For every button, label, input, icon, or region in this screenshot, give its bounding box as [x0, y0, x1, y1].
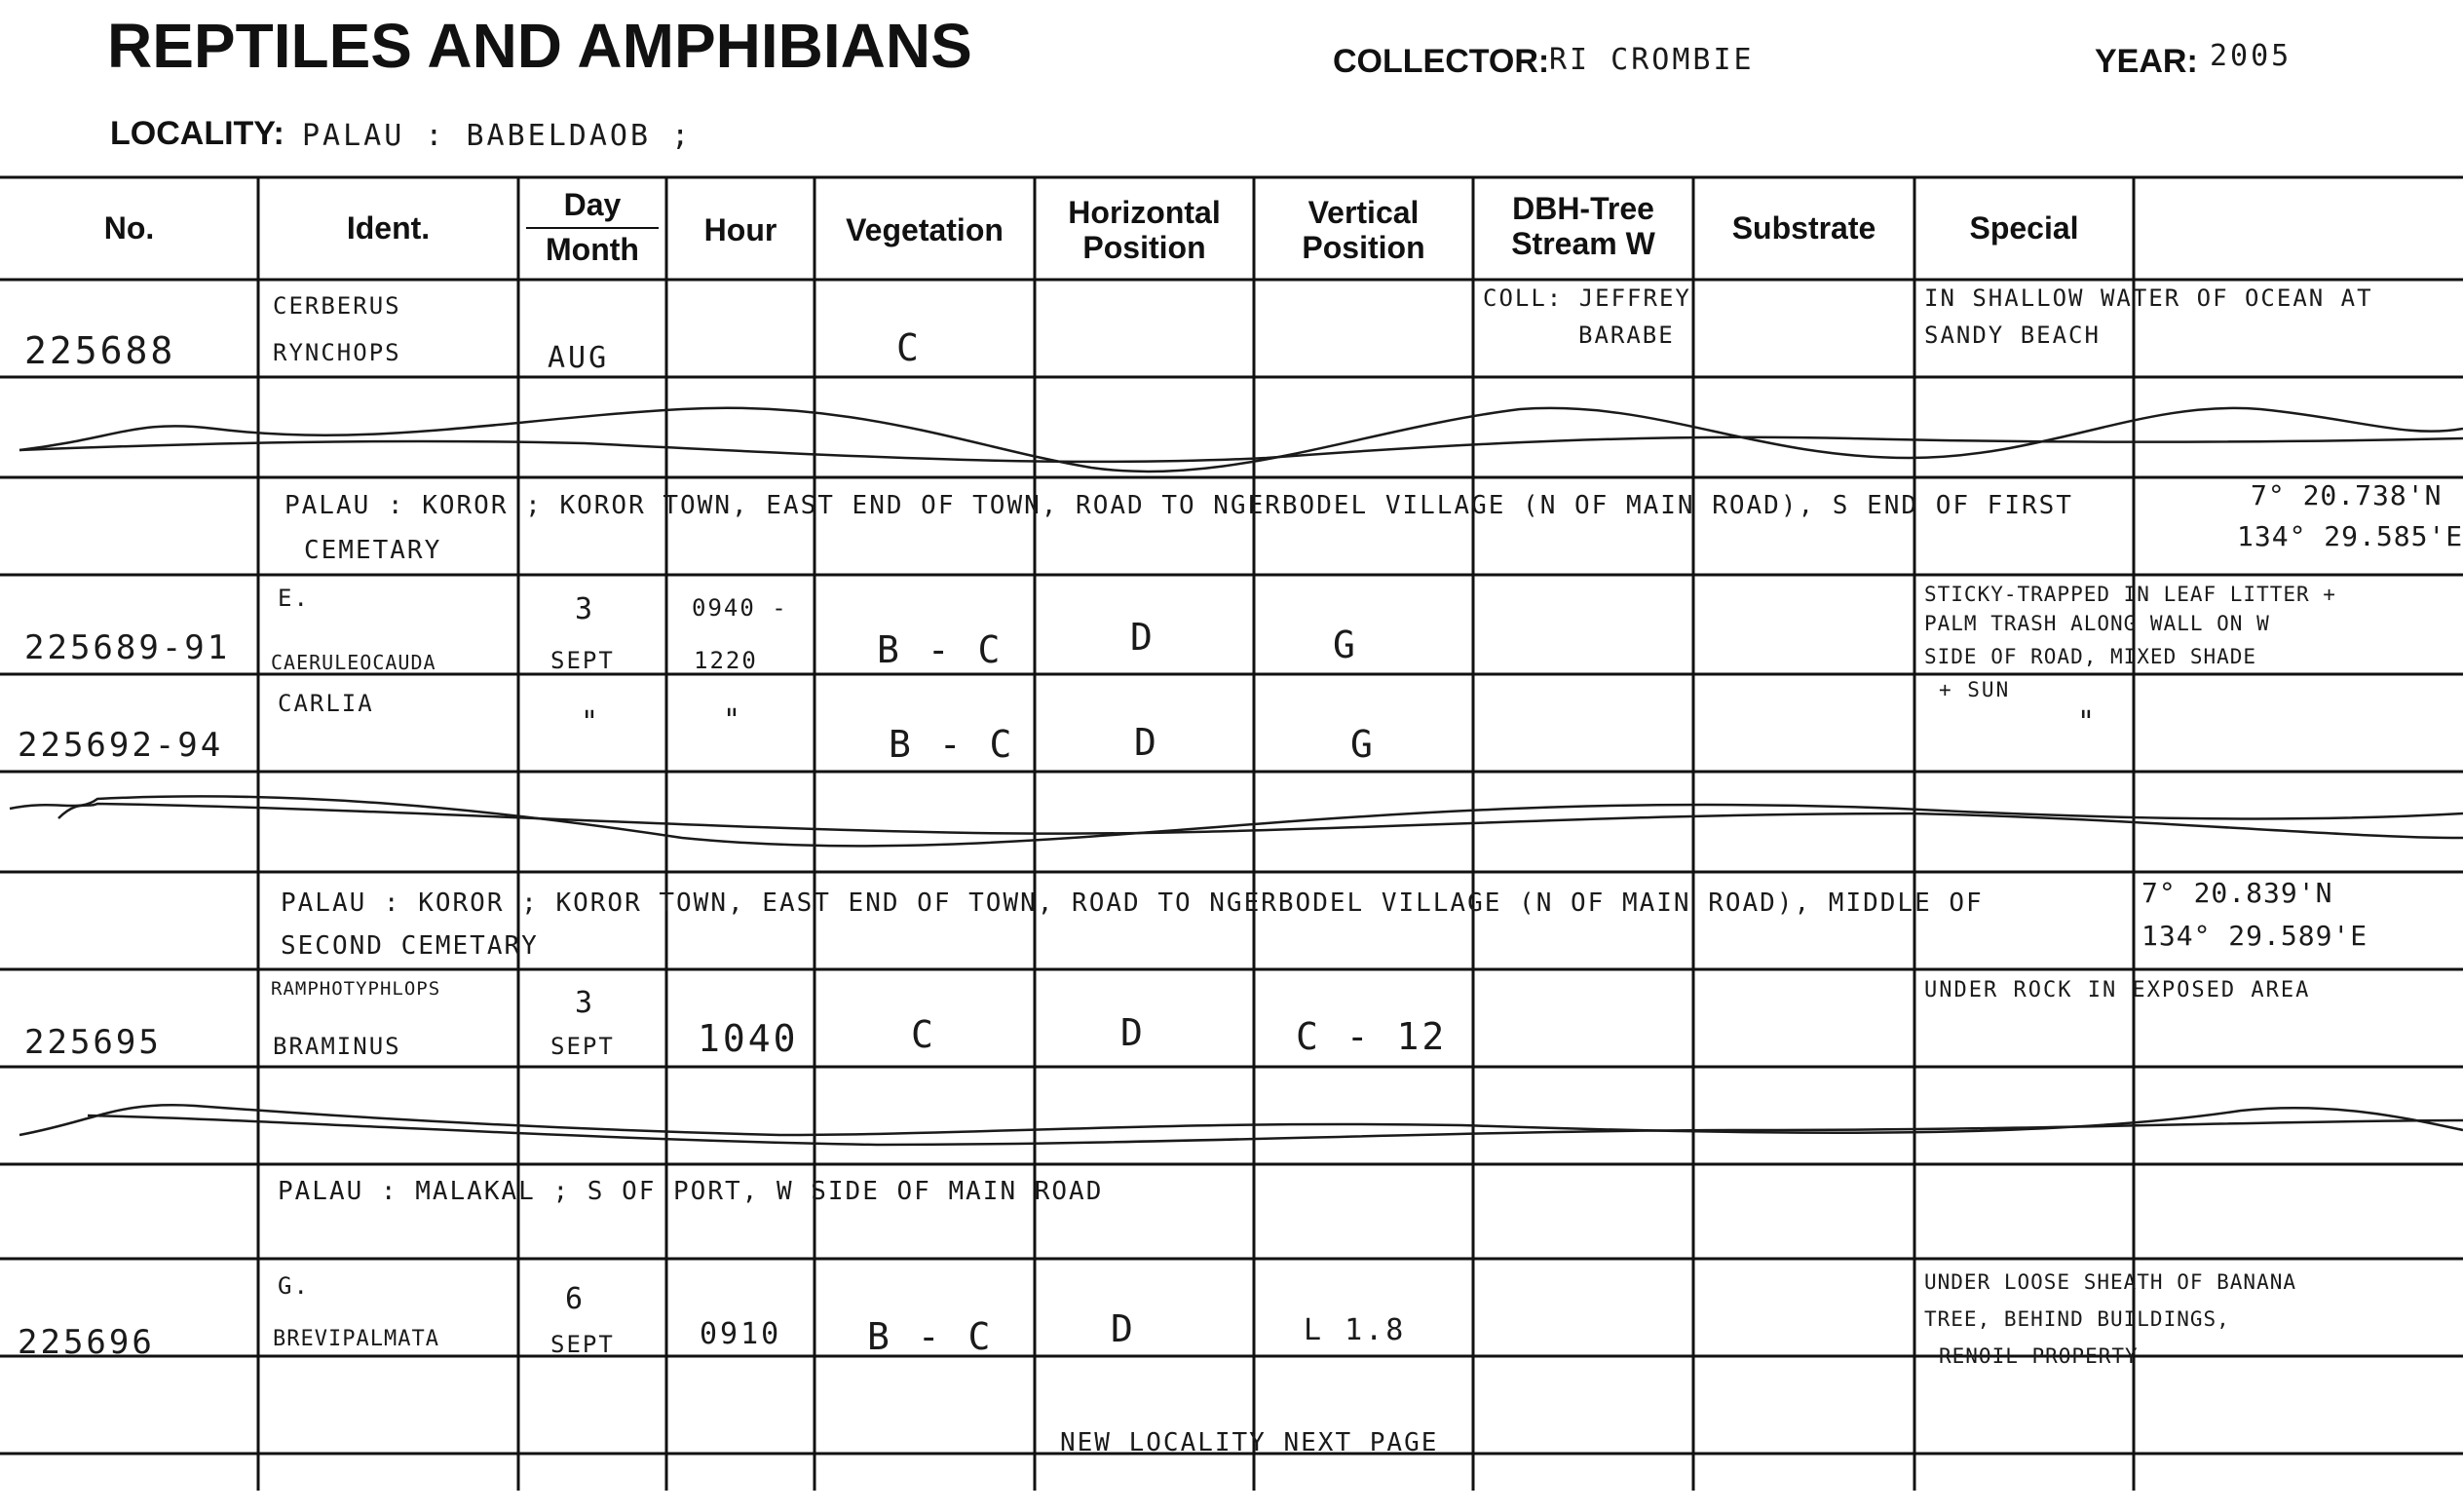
col-header-vertical-line1: Vertical [1307, 195, 1420, 230]
locality-note: SECOND CEMETARY [281, 931, 539, 961]
entry-day: 3 [575, 986, 596, 1020]
entry-special: IN SHALLOW WATER OF OCEAN AT [1924, 284, 2373, 312]
entry-horizontal-position: D [1134, 721, 1159, 764]
entry-horizontal-position: D [1111, 1307, 1136, 1350]
entry-special: UNDER ROCK IN EXPOSED AREA [1924, 978, 2311, 1002]
entry-hour: 0910 [700, 1317, 782, 1351]
coordinates: 134° 29.585'E [2237, 520, 2463, 552]
entry-hour: 0940 - [692, 594, 788, 622]
entry-vegetation: B - C [889, 723, 1015, 766]
entry-collector-note: COLL: JEFFREY [1483, 284, 1691, 312]
col-header-dbh-line2: Stream W [1511, 226, 1655, 261]
entry-ident: CAERULEOCAUDA [271, 651, 436, 674]
entry-special: UNDER LOOSE SHEATH OF BANANA [1924, 1270, 2297, 1294]
col-header-no: No. [103, 210, 155, 246]
coordinates: 7° 20.738'N [2251, 479, 2443, 511]
entry-vegetation: C [911, 1013, 936, 1056]
col-header-vertical-line2: Position [1302, 230, 1425, 265]
entry-vertical-position: L 1.8 [1304, 1313, 1407, 1347]
locality-value: PALAU : BABELDAOB ; [302, 119, 693, 153]
entry-special: RENOIL PROPERTY [1939, 1344, 2139, 1368]
entry-month: AUG [548, 341, 610, 375]
entry-ident: CERBERUS [273, 292, 401, 320]
col-header-horizontal-line2: Position [1082, 230, 1206, 265]
entry-special: TREE, BEHIND BUILDINGS, [1924, 1307, 2230, 1331]
entry-horizontal-position: D [1120, 1011, 1146, 1054]
entry-ident: G. [278, 1272, 310, 1300]
col-header-horizontal-line1: Horizontal [1068, 195, 1221, 230]
year-label: YEAR: [2095, 43, 2198, 80]
entry-ident: RAMPHOTYPHLOPS [271, 978, 441, 1000]
entry-horizontal-position: D [1130, 616, 1156, 659]
col-header-dbh-line1: DBH-Tree [1512, 191, 1654, 226]
entry-special: STICKY-TRAPPED IN LEAF LITTER + [1924, 583, 2336, 606]
locality-note: PALAU : KOROR ; KOROR TOWN, EAST END OF TOWN, ROAD TO NGERBODEL VILLAGE (N OF MAIN ROAD), MIDDLE OF [281, 888, 1984, 918]
collector-value: RI CROMBIE [1549, 43, 1755, 77]
entry-day: " [581, 705, 602, 739]
locality-note: PALAU : MALAKAL ; S OF PORT, W SIDE OF MAIN ROAD [278, 1177, 1104, 1206]
entry-special: SIDE OF ROAD, MIXED SHADE [1924, 645, 2257, 668]
collector-label: COLLECTOR: [1333, 43, 1550, 80]
col-header-day: Day [563, 187, 622, 222]
entry-ident: CARLIA [278, 690, 374, 717]
entry-vertical-position: C - 12 [1296, 1015, 1448, 1058]
entry-number: 225688 [24, 329, 176, 372]
locality-note: CEMETARY [304, 536, 442, 565]
entry-number: 225689-91 [24, 628, 231, 667]
entry-ident: E. [278, 585, 310, 612]
entry-vegetation: C [896, 326, 922, 369]
entry-vertical-position: G [1350, 723, 1376, 766]
col-header-horizontal [1035, 195, 1254, 265]
year-value: 2005 [2210, 39, 2292, 73]
entry-hour: " [723, 703, 744, 737]
entry-vertical-position: G [1333, 624, 1358, 666]
col-header-ident: Ident. [346, 210, 431, 246]
entry-special: PALM TRASH ALONG WALL ON W [1924, 612, 2270, 635]
entry-collector-note: BARABE [1578, 321, 1675, 349]
col-header-dbh [1473, 191, 1693, 261]
coordinates: 7° 20.839'N [2141, 877, 2333, 909]
entry-month: SEPT [550, 647, 615, 674]
entry-number: 225695 [24, 1023, 162, 1062]
locality-label: LOCALITY: [110, 115, 284, 152]
coordinates: 134° 29.589'E [2141, 920, 2368, 952]
col-header-vegetation: Vegetation [846, 212, 1004, 247]
form-title: REPTILES AND AMPHIBIANS [107, 11, 972, 81]
entry-day: 6 [565, 1282, 587, 1316]
entry-month: SEPT [550, 1331, 615, 1358]
entry-vegetation: B - C [877, 628, 1004, 671]
footer-note: NEW LOCALITY NEXT PAGE [1060, 1428, 1439, 1457]
entry-ident: BREVIPALMATA [273, 1327, 439, 1351]
locality-note: PALAU : KOROR ; KOROR TOWN, EAST END OF TOWN, ROAD TO NGERBODEL VILLAGE (N OF MAIN ROAD), S END OF FIRST [284, 491, 2073, 520]
col-header-vertical [1254, 195, 1473, 265]
entry-special: " [2077, 705, 2099, 739]
entry-day: 3 [575, 592, 596, 626]
entry-hour: 1220 [694, 647, 758, 674]
col-header-substrate: Substrate [1731, 210, 1876, 246]
entry-special: + SUN [1939, 678, 2011, 701]
col-header-month: Month [546, 232, 639, 267]
entry-vegetation: B - C [867, 1315, 994, 1358]
entry-number: 225692-94 [18, 726, 224, 765]
entry-ident: BRAMINUS [273, 1033, 401, 1060]
entry-number: 225696 [18, 1323, 155, 1362]
entry-special: SANDY BEACH [1924, 321, 2101, 349]
entry-month: SEPT [550, 1033, 615, 1060]
entry-ident: RYNCHOPS [273, 339, 401, 366]
col-header-hour: Hour [703, 212, 777, 247]
col-header-special: Special [1969, 210, 2079, 246]
entry-hour: 1040 [698, 1017, 799, 1060]
